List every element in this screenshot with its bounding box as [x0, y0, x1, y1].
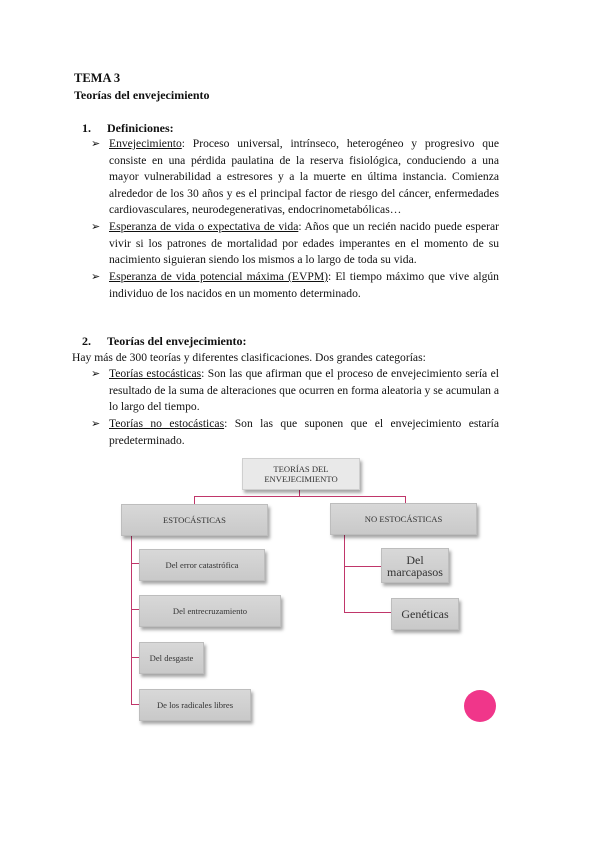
- definition-text: resultado de la suma de alteraciones que ocurren en forma aleatoria y se acumulan a lo largo del tiempo.: [109, 383, 499, 414]
- definition-esperanza-vida: [109, 219, 499, 269]
- tema-title: TEMA 3: [74, 71, 121, 85]
- definition-text: en una pérdida paulatina de la reserva fisiológica, conduciendo a una mayor vulnerabilidad a estresores y a la muerte en última instancia. Comienza alrededor de los 30 años y es el principal factor de riesgo del cáncer, enfermedades cardiovasculares, neurodegenerativas, endocrinometabólicas…: [109, 153, 499, 217]
- connector-line: [344, 612, 392, 613]
- bullet-arrow-icon: ➢: [91, 138, 101, 150]
- connector-line: [194, 496, 405, 497]
- diagram-category-no-estocasticas: NO ESTOCÁSTICAS: [330, 503, 477, 535]
- section1-number: 1.: [82, 121, 91, 135]
- bullet-arrow-icon: ➢: [91, 368, 101, 380]
- diagram-item-desgaste: Del desgaste: [139, 642, 204, 674]
- section2-heading: Teorías del envejecimiento:: [107, 334, 247, 348]
- term: Esperanza de vida o expectativa de vida: [109, 220, 299, 233]
- bullet-arrow-icon: ➢: [91, 418, 101, 430]
- diagram-root-box: TEORÍAS DEL ENVEJECIMIENTO: [242, 458, 360, 490]
- diagram-item-error-catastrofica: Del error catastrófica: [139, 549, 265, 581]
- connector-line: [344, 531, 345, 613]
- definition-envejecimiento: [109, 136, 499, 219]
- section2-intro: Hay más de 300 teorías y diferentes clasificaciones. Dos grandes categorías:: [72, 351, 426, 364]
- theory-estocasticas: [109, 366, 499, 416]
- term: Teorías no estocásticas: [109, 417, 225, 430]
- diagram-item-marcapasos: Del marcapasos: [381, 548, 449, 583]
- connector-line: [344, 566, 382, 567]
- term: Envejecimiento: [109, 137, 182, 150]
- diagram-item-geneticas: Genéticas: [391, 598, 459, 630]
- term: Teorías estocásticas: [109, 367, 202, 380]
- section1-heading: Definiciones:: [107, 121, 174, 135]
- diagram-item-entrecruzamiento: Del entrecruzamiento: [139, 595, 281, 627]
- definition-text: predeterminado.: [109, 433, 185, 447]
- definition-text: : El tiempo máximo que vive algún: [327, 270, 499, 283]
- definition-text: : Proceso universal, intrínseco, heterogéneo y progresivo que consiste: [109, 137, 499, 167]
- definition-text: : Son las que afirman que el proceso de envejecimiento sería el: [201, 367, 500, 380]
- definition-text: : Son las que suponen que el envejecimiento estaría: [224, 417, 499, 430]
- accent-dot-icon: [464, 690, 496, 722]
- theory-no-estocasticas: [109, 416, 499, 449]
- page-subtitle: Teorías del envejecimiento: [74, 88, 210, 102]
- definition-evpm: [109, 269, 499, 302]
- diagram-item-radicales-libres: De los radicales libres: [139, 689, 251, 721]
- definition-text: : Años que un recién nacido puede esperar: [298, 220, 499, 233]
- diagram-category-estocasticas: ESTOCÁSTICAS: [121, 504, 268, 536]
- section2-number: 2.: [82, 334, 91, 348]
- definition-text: vivir si los patrones de mortalidad por edades imperantes en el momento de su nacimiento siguieran siendo los mismos a lo largo de toda su vida.: [109, 236, 499, 267]
- bullet-arrow-icon: ➢: [91, 221, 101, 233]
- bullet-arrow-icon: ➢: [91, 271, 101, 283]
- definition-text: individuo de los nacidos en un momento determinado.: [109, 286, 361, 300]
- term: Esperanza de vida potencial máxima (EVPM): [109, 270, 328, 283]
- connector-line: [131, 533, 132, 705]
